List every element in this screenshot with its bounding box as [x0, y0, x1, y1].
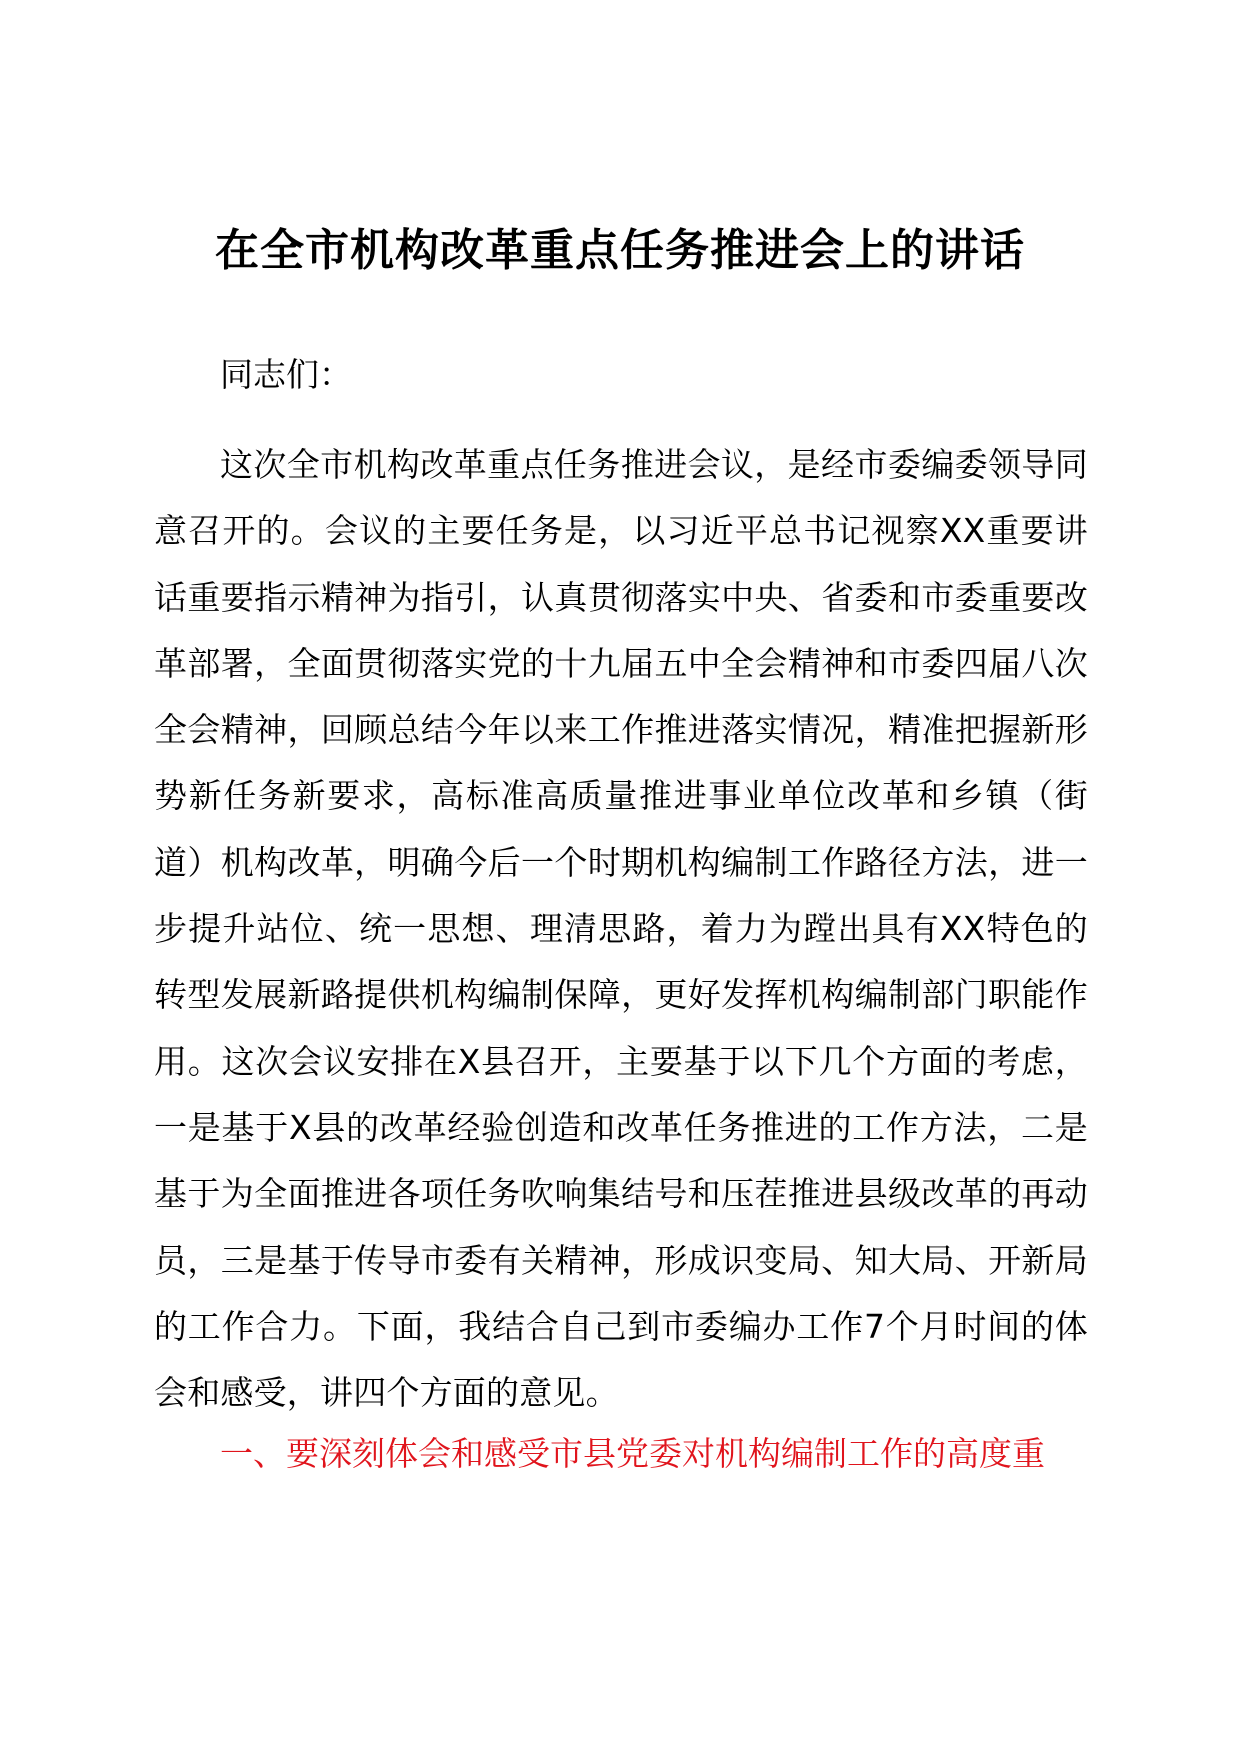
document-title: 在全市机构改革重点任务推进会上的讲话: [215, 225, 1025, 276]
section-heading: 一、要深刻体会和感受市县党委对机构编制工作的高度重: [220, 1434, 1045, 1473]
body-paragraph: 这次全市机构改革重点任务推进会议，是经市委编委领导同意召开的。会议的主要任务是，以习近平总书记视察XX重要讲话重要指示精神为指引，认真贯彻落实中央、省委和市委重要改革部署，全面贯彻落实党的十九届五中全会精神和市委四届八次全会精神，回顾总结今年以来工作推进落实情况，精准把握新形势新任务新要求，高标准高质量推进事业单位改革和乡镇（街道）机构改革，明确今后一个时期机构编制工作路径方法，进一步提升站位、统一思想、理清思路，着力为蹚出具有XX特色的转型发展新路提供机构编制保障，更好发挥机构编制部门职能作用。这次会议安排在X县召开，主要基于以下几个方面的考虑，一是基于X县的改革经验创造和改革任务推进的工作方法，二是基于为全面推进各项任务吹响集结号和压茬推进县级改革的再动员，三是基于传导市委有关精神，形成识变局、知大局、开新局的工作合力。下面，我结合自己到市委编办工作7个月时间的体会和感受，讲四个方面的意见。: [154, 445, 1088, 1413]
salutation: 同志们：: [220, 355, 352, 394]
